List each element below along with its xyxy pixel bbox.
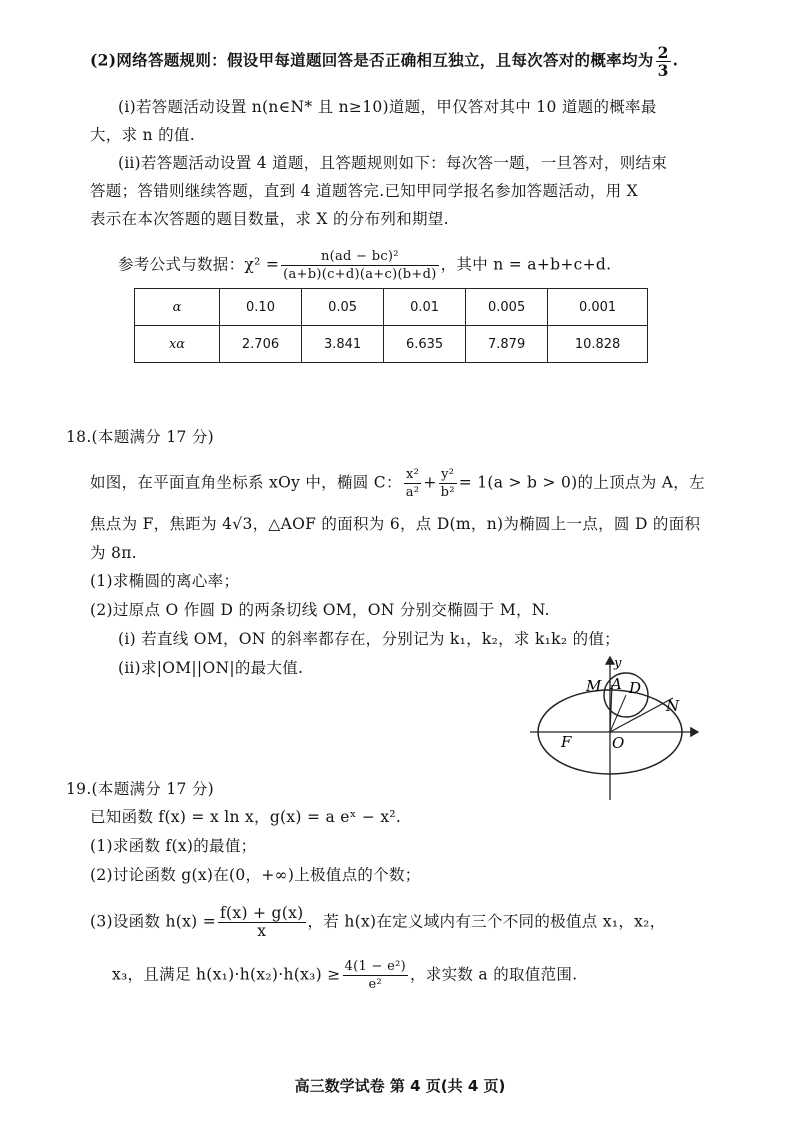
p18-line2: 焦点为 F，焦距为 4√3，△AOF 的面积为 6，点 D(m，n)为椭圆上一点，圆 D 的面积 <box>90 515 701 533</box>
label-m: M <box>586 677 602 695</box>
label-d: D <box>629 679 642 697</box>
x-cell: 10.828 <box>548 326 648 363</box>
p18-q2: (2)过原点 O 作圆 D 的两条切线 OM，ON 分别交椭圆于 M，N. <box>90 601 550 619</box>
p17-part2-line: (2)网络答题规则：假设甲每道题回答是否正确相互独立，且每次答对的概率均为 $\frac{2}{3}$ . <box>90 43 679 80</box>
label-a: A <box>611 675 622 693</box>
ellipse-y-term: $\frac{\text{y²}}{\text{b²}}$ <box>440 467 455 500</box>
x-cell: 6.635 <box>384 326 466 363</box>
page-footer: 高三数学试卷 第 4 页(共 4 页) <box>294 1077 506 1095</box>
tangent-on <box>610 698 673 732</box>
bound-fraction: $\frac{\text{4(1 − e²)}}{\text{e²}}$ <box>344 959 406 992</box>
ellipse-x-term: $\frac{\text{x²}}{\text{a²}}$ <box>405 467 420 500</box>
label-f: F <box>561 733 572 751</box>
alpha-cell: 0.005 <box>466 289 548 326</box>
table-row <box>135 289 648 326</box>
alpha-cell: 0.10 <box>220 289 302 326</box>
critical-value-table <box>134 288 648 363</box>
p18-q1: (1)求椭圆的离心率； <box>90 572 240 590</box>
alpha-header: α <box>135 289 220 326</box>
h-fraction: $\frac{f(x) + g(x)}{x}$ <box>220 904 304 940</box>
ellipse-figure <box>528 655 708 805</box>
p18-header: 18.(本题满分 17 分) <box>66 428 215 446</box>
p19-q1: (1)求函数 f(x)的最值； <box>90 837 257 855</box>
p19-q3-line1: (3)设函数 h(x) = $\frac{f(x) + g(x)}{x}$ ，若 h(x)在定义域内有三个不同的极值点 x₁，x₂， <box>90 904 666 940</box>
label-n: N <box>666 697 680 715</box>
p18-q2ii: (ⅱ)求|OM||ON|的最大值. <box>118 659 304 677</box>
p19-q2: (2)讨论函数 g(x)在(0，+∞)上极值点的个数； <box>90 866 421 884</box>
p18-line3: 为 8π. <box>90 544 137 562</box>
p17-i-line2: 大，求 n 的值. <box>90 126 195 144</box>
x-alpha-header: xα <box>135 326 220 363</box>
x-cell: 7.879 <box>466 326 548 363</box>
alpha-cell: 0.001 <box>548 289 648 326</box>
p17-i-line1: (ⅰ)若答题活动设置 n(n∈N* 且 n≥10)道题，甲仅答对其中 10 道题的概率最 <box>118 98 657 116</box>
chi-square-formula: 参考公式与数据：χ² = $\frac{\text{n(ad − bc)²}}{(a+b)(c+d)(a+c)(b+d)}$ ，其中 n = a+b+c+d. <box>118 249 612 282</box>
p18-q2i: (ⅰ) 若直线 OM，ON 的斜率都存在，分别记为 k₁，k₂，求 k₁k₂ 的值； <box>118 630 620 648</box>
table-row <box>135 326 648 363</box>
segment-od <box>610 695 626 732</box>
p19-header: 19.(本题满分 17 分) <box>66 780 215 798</box>
probability-fraction: $\frac{2}{3}$ <box>657 43 669 80</box>
chi-square-fraction: $\frac{\text{n(ad − bc)²}}{(a+b)(c+d)(a+c)(b+d)}$ <box>283 249 437 282</box>
p17-ii-line3: 表示在本次答题的题目数量，求 X 的分布列和期望. <box>90 210 449 228</box>
p17-ii-line1: (ⅱ)若答题活动设置 4 道题，且答题规则如下：每次答一题，一旦答对，则结束 <box>118 154 668 172</box>
alpha-cell: 0.01 <box>384 289 466 326</box>
p18-intro: 如图，在平面直角坐标系 xOy 中，椭圆 C： $\frac{\text{x²}}{\text{a²}}$ + $\frac{\text{y²}}{\text{b²}}$ = 1(a > b > 0)的上顶点为 A，左 <box>90 467 705 500</box>
x-cell: 3.841 <box>302 326 384 363</box>
label-y: y <box>614 656 622 671</box>
label-o: O <box>612 734 625 752</box>
x-cell: 2.706 <box>220 326 302 363</box>
p19-given: 已知函数 f(x) = x ln x，g(x) = a eˣ − x². <box>90 808 402 826</box>
p17-ii-line2: 答题；答错则继续答题，直到 4 道题答完.已知甲同学报名参加答题活动，用 X <box>90 182 639 200</box>
alpha-cell: 0.05 <box>302 289 384 326</box>
p19-q3-line2: x₃，且满足 h(x₁)·h(x₂)·h(x₃) ≥ $\frac{\text{4(1 − e²)}}{\text{e²}}$ ，求实数 a 的取值范围. <box>112 959 578 992</box>
